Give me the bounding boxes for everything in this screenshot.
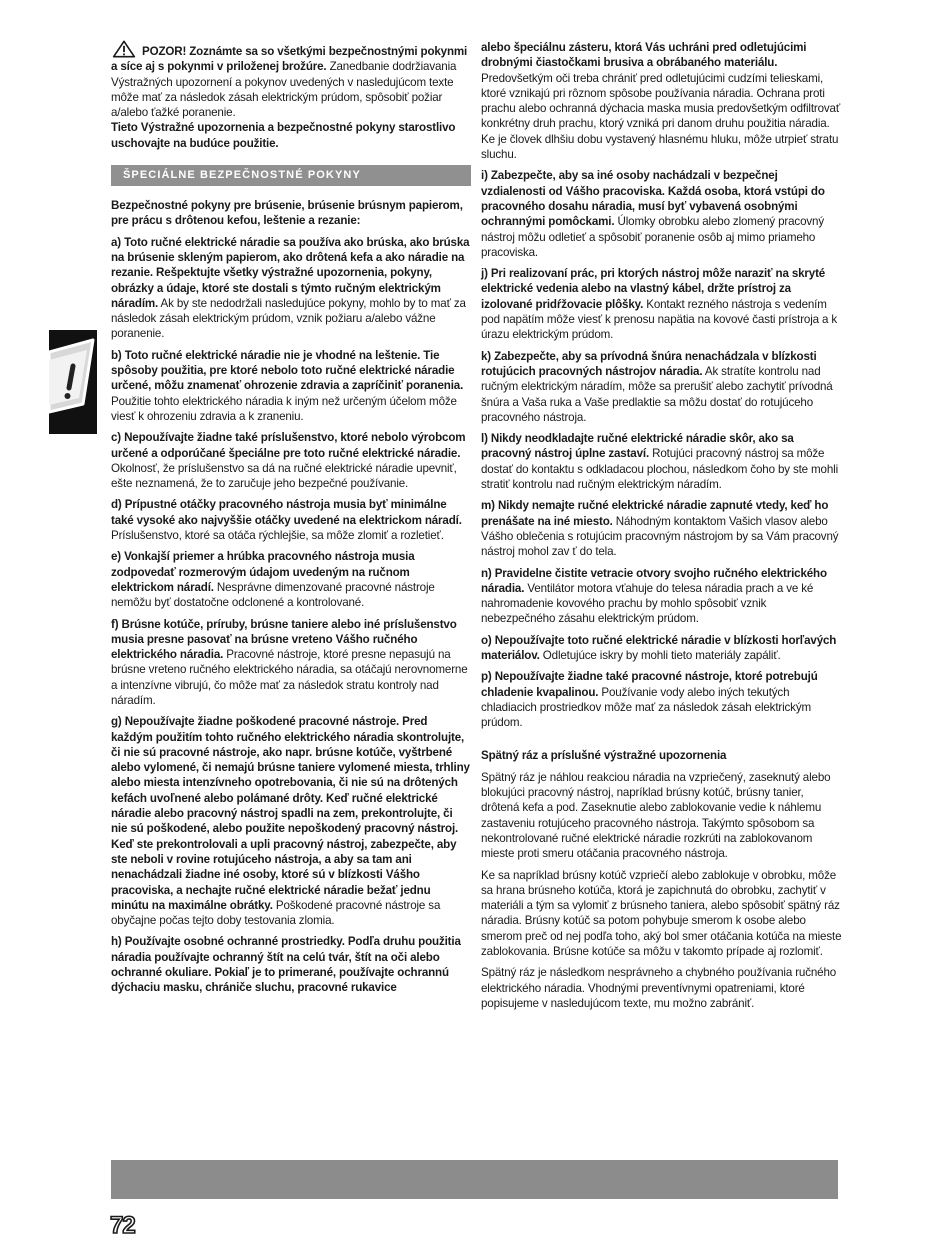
safety-item-bold: m) Nikdy nemajte ručné elektrické náradie zapnuté vtedy, keď ho prenášate na iné miesto.	[481, 499, 829, 528]
safety-item-text: Nesprávne dimenzované pracovné nástroje nemôžu byť dostatočne odclonené a kontrolované.	[111, 580, 435, 610]
safety-item-bold: p) Nepoužívajte žiadne také pracovné nástroje, ktoré potrebujú chladenie kvapalinou.	[481, 670, 818, 699]
safety-item	[481, 566, 843, 627]
left-column	[111, 40, 471, 1002]
kickback-paragraph: Spätný ráz je následkom nesprávneho a chybného používania ručného elektrického náradia. Vhodnými preventívnymi opatreniami, ktoré popisujeme v nasledujúcom texte, mu možno zabrániť.	[481, 966, 837, 1010]
left-safety-list	[111, 235, 471, 996]
safety-item-text: Rotujúci pracovný nástroj sa môže dostať do kontaktu s odkladacou plochou, následkom čoho by ste mohli stratiť kontrolu nad ručným elektrickým náradím.	[481, 447, 839, 492]
section-intro	[111, 198, 471, 229]
kickback-paragraph: Spätný ráz je náhlou reakciou náradia na vzpriečený, zaseknutý alebo blokujúci pracovný nástroj, napríklad brúsny kotúč, brúsny tanier, drôtená kefa a pod. Zaseknutie alebo zablokovanie vedie k náhlemu zastaveniu rotujúceho pracovného nástroja. Takýmto spôsobom sa nekontrolované ručné elektrické náradie rozkrúti na zablokovanom mieste proti smeru otáčania pracovného nástroja.	[481, 770, 831, 861]
safety-item-text: Používanie vody alebo iných tekutých chladiacich prostriedkov môže mať za následok zásah elektrickým prúdom.	[481, 685, 811, 730]
safety-item-bold: d) Prípustné otáčky pracovného nástroja musia byť minimálne také vysoké ako najvyššie otáčky uvedené na elektrickom náradí.	[111, 498, 462, 527]
warning-text: Zanedbanie dodržiavania Výstražných upozornení a pokynov uvedených v nasledujúcom texte môže mať za následok zásah elektrickým prúdom, spôsobiť požiar a/alebo ťažké poranenie.	[111, 60, 457, 120]
safety-item-text: Pracovné nástroje, ktoré presne nepasujú na brúsne vreteno ručného elektrického náradia, sa otáčajú nerovnomerne a intenzívne vibrujú, čo môže mať za následok stratu kontroly nad náradím.	[111, 648, 468, 707]
safety-item	[111, 714, 471, 928]
safety-item-text: Ventilátor motora vťahuje do telesa náradia prach a ve ké nahromadenie kovového prachu by mohlo spôsobiť vznik nebezpečného zásahu elektrickým prúdom.	[481, 581, 814, 626]
safety-item-bold: j) Pri realizovaní prác, pri ktorých nástroj môže naraziť na skryté elektrické vedenia alebo na vlastný kábel, držte prístroj za izolované pridŕžovacie plôšky.	[481, 267, 826, 311]
safety-item	[481, 669, 843, 730]
intro-warning	[111, 40, 471, 151]
safety-item	[111, 235, 471, 342]
section-title: ŠPECIÁLNE BEZPEČNOSTNÉ POKYNY	[111, 165, 471, 186]
safety-item	[111, 617, 471, 709]
safety-item-bold: n) Pravidelne čistite vetracie otvory svojho ručného elektrického náradia.	[481, 566, 827, 595]
safety-item-bold: h) Používajte osobné ochranné prostriedky. Podľa druhu použitia náradia používajte ochranný štít na celú tvár, štít na oči alebo ochranné okuliare. Pokiaľ je to primerané, používajte ochrannú dýchaciu masku, chrániče sluchu, pracovné rukavice	[111, 935, 461, 995]
safety-item-text: Okolnosť, že príslušenstvo sa dá na ručné elektrické náradie upevniť, ešte neznamená, že to zaručuje jeho bezpečné používanie.	[111, 461, 457, 491]
safety-item-text: Ak stratíte kontrolu nad ručným elektrickým náradím, môže sa prerušiť alebo zachytiť prívodná šnúra a Vaša ruka a Vaše predlaktie sa môžu dostať do rotujúceho pracovného nástroja.	[481, 364, 833, 424]
safety-item	[111, 934, 471, 995]
safety-item	[111, 348, 471, 424]
safety-item	[481, 266, 843, 342]
keep-instruction: Tieto Výstražné upozornenia a bezpečnostné pokyny starostlivo uschovajte na budúce použitie.	[111, 121, 456, 150]
safety-item-bold: f) Brúsne kotúče, príruby, brúsne taniere alebo iné príslušenstvo musia presne pasovať na brúsne vreteno Vášho ručného elektrického náradia.	[111, 617, 457, 662]
safety-item-bold: alebo špeciálnu zásteru, ktorá Vás uchráni pred odletujúcimi drobnými čiastočkami brusiva a obrábaného materiálu.	[481, 41, 807, 70]
safety-item-bold: b) Toto ručné elektrické náradie nie je vhodné na leštenie. Tie spôsoby použitia, pre ktoré nebolo toto ručné elektrické náradie určené, môžu znamenať ohrozenie zdravia a zapríčiniť poranenia.	[111, 348, 464, 393]
safety-item	[481, 40, 843, 162]
safety-item	[481, 349, 843, 425]
right-column	[481, 40, 843, 1017]
safety-item-text: Príslušenstvo, ktoré sa otáča rýchlejšie, sa môže zlomiť a rozletieť.	[111, 529, 444, 543]
warning-triangle-icon	[111, 40, 137, 58]
warning-bold: POZOR! Zoznámte sa so všetkými bezpečnostnými pokynmi a síce aj s pokynmi v priloženej brožúre.	[111, 45, 468, 74]
page-number: 72	[110, 1212, 135, 1239]
safety-item-text: Odletujúce iskry by mohli tieto materiály zapáliť.	[539, 648, 781, 662]
section-intro-text: Bezpečnostné pokyny pre brúsenie, brúsenie brúsnym papierom, pre prácu s drôtenou kefou, leštenie a rezanie:	[111, 199, 463, 228]
safety-item-text: Predovšetkým oči treba chrániť pred odletujúcimi cudzími telieskami, ktoré vznikajú pri rôznom spôsobe používania náradia. Ochrana proti prachu alebo ochranná dýchacia maska musia predovšetkým odfiltrovať konkrétny druh prachu, ktorý vzniká pri danom druhu použitia náradia. Ke je človek dlhšiu dobu vystavený hlasnému hluku, môže utrpieť stratu sluchu.	[481, 71, 841, 162]
warning-side-tab	[49, 330, 97, 434]
footer-bar	[111, 1160, 838, 1199]
safety-item-text: Náhodným kontaktom Vašich vlasov alebo Vášho oblečenia s rotujúcim pracovným nástrojom by sa Vám pracovný nástroj mohol zav ť do tela.	[481, 514, 839, 559]
safety-item	[111, 549, 471, 610]
safety-item-bold: o) Nepoužívajte toto ručné elektrické náradie v blízkosti horľavých materiálov.	[481, 633, 837, 662]
safety-item-bold: e) Vonkajší priemer a hrúbka pracovného nástroja musia zodpovedať rozmerovým údajom uvedeným na ručnom elektrickom náradí.	[111, 550, 415, 594]
safety-item-text: Kontakt rezného nástroja s vedením pod napätím môže viesť k prenosu napätia na kovové časti prístroja a k úrazu elektrickým prúdom.	[481, 297, 838, 342]
safety-item-text: Úlomky obrobku alebo zlomený pracovný nástroj môžu odletieť a spôsobiť poranenie osôb aj mimo priameho pracoviska.	[481, 215, 824, 259]
safety-item	[481, 633, 843, 664]
safety-item	[111, 497, 471, 543]
safety-item-text: Poškodené pracovné nástroje sa obyčajne počas tejto doby testovania zlomia.	[111, 898, 441, 928]
safety-item-bold: l) Nikdy neodkladajte ručné elektrické náradie skôr, ako sa pracovný nástroj úplne zastaví.	[481, 432, 794, 461]
safety-item-bold: c) Nepoužívajte žiadne také príslušenstvo, ktoré nebolo výrobcom určené a odporúčané špeciálne pre toto ručné elektrické náradie.	[111, 431, 466, 460]
safety-item-bold: g) Nepoužívajte žiadne poškodené pracovné nástroje. Pred každým použitím tohto ručného elektrického náradia skontrolujte, či nie sú pracovné nástroje, ako napr. brúsne kotúče, vyštrbené alebo vylomené, či nemajú brúsne taniere vylomené miesta, trhliny alebo miesta intenzívneho opotrebovania, či nie sú na drôtených kefách uvoľnené alebo polámané drôty. Keď ručné elektrické náradie alebo pracovný nástroj spadli na zem, prekontrolujte, či nie sú poškodené, alebo použite nepoškodený pracovný nástroj. Keď ste prekontrolovali a upli pracovný nástroj, zabezpečte, aby ste neboli v rovine rotujúceho nástroja, a aby sa tam ani nenachádzali žiadne iné osoby, ktoré sú v blízkosti Vášho pracoviska, a nechajte ručné elektrické náradie bežať jednu minútu na maximálne obrátky.	[111, 715, 470, 912]
kickback-paragraphs	[481, 770, 843, 1011]
safety-item-text: Ak by ste nedodržali nasledujúce pokyny, mohlo by to mať za následok zásah elektrickým prúdom, vznik požiaru a/alebo vážne poranenie.	[111, 296, 466, 341]
safety-item-bold: i) Zabezpečte, aby sa iné osoby nachádzali v bezpečnej vzdialenosti od Vášho pracoviska. Každá osoba, ktorá vstúpi do pracovného dosahu náradia, musí byť vybavená osobnými ochrannými pomôckami.	[481, 169, 825, 229]
right-safety-list	[481, 40, 843, 730]
safety-item-bold: k) Zabezpečte, aby sa prívodná šnúra nenachádzala v blízkosti rotujúcich pracovných nástrojov náradia.	[481, 349, 817, 378]
safety-item	[481, 431, 843, 492]
safety-item	[481, 498, 843, 559]
safety-item	[111, 430, 471, 491]
kickback-heading: Spätný ráz a príslušné výstražné upozornenia	[481, 749, 727, 763]
kickback-paragraph: Ke sa napríklad brúsny kotúč vzpriečí alebo zablokuje v obrobku, môže sa hrana brúsneho kotúča, ktorá je zapichnutá do obrobku, zachytiť v materiáli a tým sa vylomiť z brúsneho taniera, alebo spôsobiť spätný ráz náradia. Brúsny kotúč sa potom pohybuje smerom k osobe alebo smerom preč od nej podľa toho, aký bol smer otáčania kotúča na mieste zablokovania. Brúsne kotúče sa môžu v takomto prípade aj rozlomiť.	[481, 868, 842, 959]
safety-item-text: Použitie tohto elektrického náradia k iným než určeným účelom môže viesť k ohrozeniu zdravia a k zraneniu.	[111, 394, 457, 423]
safety-item-bold: a) Toto ručné elektrické náradie sa používa ako brúska, ako brúska na brúsenie skleným papierom, ako drôtená kefa a ako náradie na rezanie. Rešpektujte všetky výstražné upozornenia, pokyny, obrázky a údaje, ktoré ste dostali s týmto ručným elektrickým náradím.	[111, 235, 470, 310]
safety-item	[481, 168, 843, 260]
warning-tab-icon	[49, 330, 97, 434]
